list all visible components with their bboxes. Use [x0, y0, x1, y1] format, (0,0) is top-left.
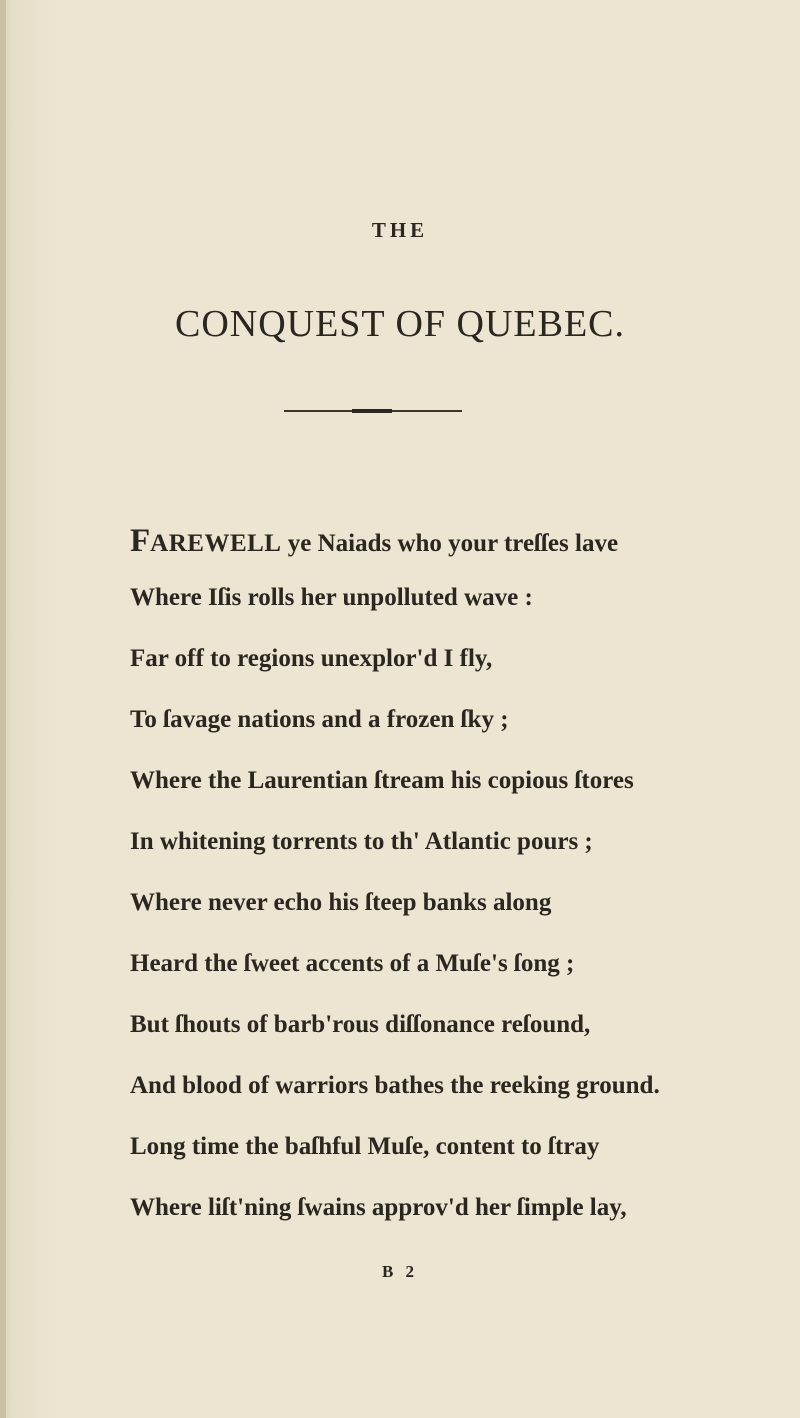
- drop-initial: F: [130, 523, 151, 559]
- poem-line: [130, 523, 618, 560]
- poem-line: And blood of warriors bathes the reeking ground.: [130, 1072, 660, 1099]
- poem-line: But ſhouts of barb'rous diſſonance reſound,: [130, 1011, 591, 1038]
- poem-line: Long time the baſhful Muſe, content to ſtray: [130, 1133, 600, 1160]
- header-the: THE: [371, 218, 429, 242]
- poem-line: Where the Laurentian ſtream his copious ſtores: [130, 767, 634, 794]
- poem-line: In whitening torrents to th' Atlantic pours ;: [130, 828, 593, 855]
- poem-line: To ſavage nations and a frozen ſky ;: [130, 706, 509, 733]
- signature-mark: B 2: [381, 1262, 419, 1281]
- poem-line: Heard the ſweet accents of a Muſe's ſong ;: [130, 950, 575, 977]
- poem-line: Where never echo his ſteep banks along: [130, 889, 552, 916]
- poem-line: Far off to regions unexplor'd I fly,: [130, 645, 493, 672]
- page-gutter: [0, 0, 6, 1418]
- poem-line: Where Iſis rolls her unpolluted wave :: [130, 584, 533, 611]
- page-title: CONQUEST OF QUEBEC.: [174, 303, 626, 345]
- small-caps-word: AREWELL: [150, 530, 282, 557]
- title-rule-ornament: [352, 409, 392, 413]
- poem-line: Where liſt'ning ſwains approv'd her ſimple lay,: [130, 1194, 627, 1221]
- first-line-text: ye Naiads who your treſſes lave: [281, 530, 619, 557]
